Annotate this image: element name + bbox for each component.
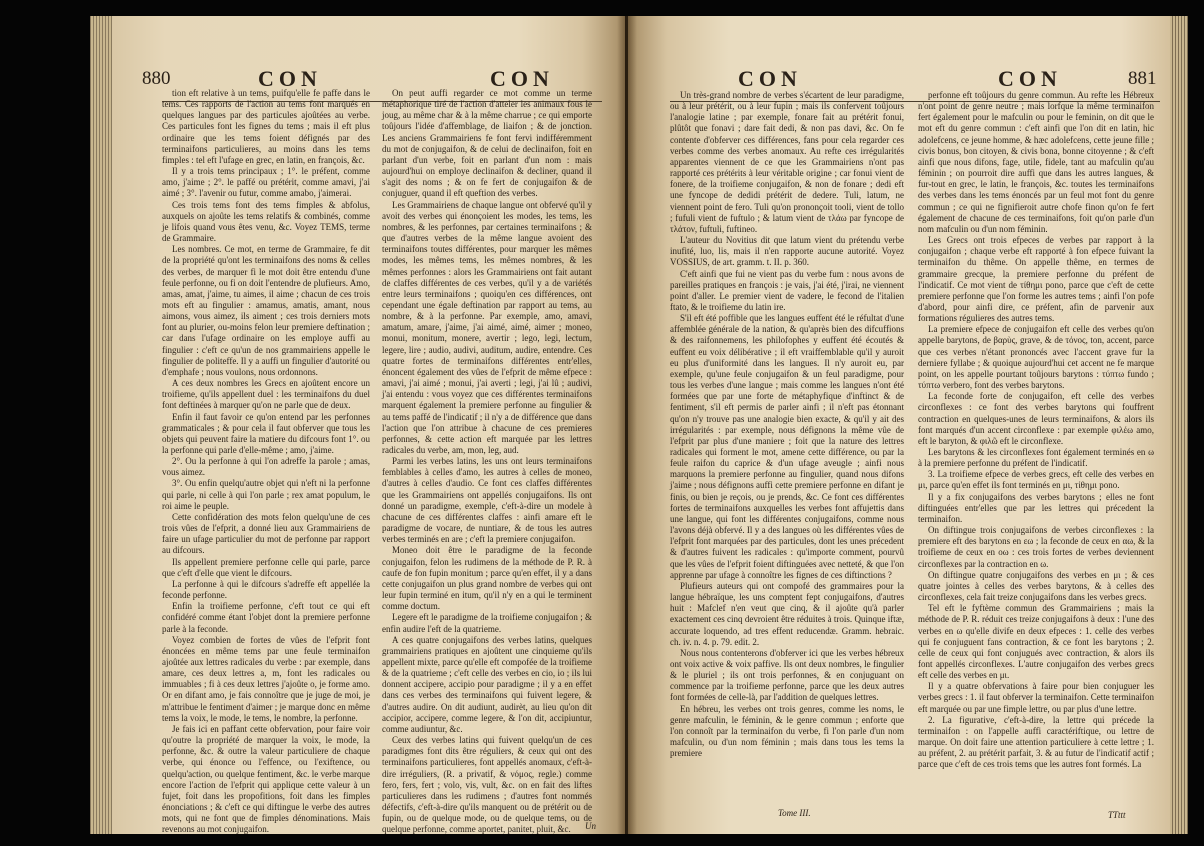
paragraph: Il y a fix conjugaifons des verbes barytons ; elles ne font diftinguées entr'elles que par les lettres qui précedent la terminaifon.	[918, 491, 1154, 524]
paragraph: 3. La troifieme efpece de verbes grecs, eft celle des verbes en μι, parce qu'en effet ils font terminés en μι, τίθημι pono.	[918, 469, 1154, 491]
right-column-1	[670, 90, 904, 798]
paragraph: Ils appellent premiere perfonne celle qui parle, parce que c'eft d'elle que vient le difcours.	[162, 556, 370, 578]
paragraph: Nous nous contenterons d'obferver ici que les verbes hébreux ont voix active & voix paffive. Ils ont deux nombres, le fingulier & le pluriel ; ils ont trois perfonnes, & en conjuguant on commence par la troifieme perfonne, parce que les deux autres font formées de celle-là, par l'addition de quelques lettres.	[670, 647, 904, 703]
paragraph: S'il eft été poffible que les langues euffent été le réfultat d'une affemblée générale de la nation, & qu'après bien des difcuffions & des raifonnemens, les philofophes y euffent été écoutés & euffent eu voix délibérative ; il eft vraiffemblable qu'il y auroit eu plus d'uniformité dans les langues. Il n'y auroit eu, par exemple, qu'une feule conjugaifon & un feul paradigme, pour tous les verbes d'une langue ; mais comme les langues n'ont été formées que par une forte de métaphyfique d'inftinct & de fentiment, s'il eft permis de parler ainfi ; il n'eft pas étonnant qu'on n'y trouve pas une analogie bien exacte, & qu'il y ait des irrégularités : par exemple, nous défignons la même vûe de l'efprit par plus d'une maniere ; foit que la nature des lettres radicales qui forment le mot, amene cette différence, ou par la feule raifon du caprice & d'un ufage aveugle ; ainfi nous marquons la premiere perfonne au fingulier, quand nous difons j'aime ; nous défignons auffi cette premiere perfonne en difant je finis, ou bien je reçois, ou je prends, &c. Ce font ces différentes fortes de terminaifons auxquelles les verbes font affujettis dans une langue, qui font les différentes conjugaifons, comme nous l'avons déjà obfervé. Il y a des langues où les différentes vûes de l'efprit font marquées par des particules, dont les unes précedent & d'autres fuivent les radicales : qu'importe comment, pourvû que les vûes de l'efprit foient diftinguées avec netteté, & que l'on apprenne par ufage à connoître les fignes de ces diftinctions ?	[670, 313, 904, 580]
paragraph: On diftingue trois conjugaifons de verbes circonflexes : la premiere eft des barytons en εω ; la feconde de ceux en αω, & la troifieme de ceux en οω : ces trois fortes de verbes deviennent circonflexes par la contraction en ω.	[918, 525, 1154, 569]
paragraph: Moneo doit être le paradigme de la feconde conjugaifon, felon les rudimens de la méthode de P. R. à caufe de fon fupin monitum ; parce qu'en effet, il y a dans cette conjugaifon un plus grand nombre de verbes qui ont leur fupin terminé en itum, qu'il n'y en a qui le terminent comme doctum.	[382, 545, 592, 612]
paragraph: Il y a quatre obfervations à faire pour bien conjuguer les verbes grecs : 1. il faut obferver la terminaifon. Cette terminaifon eft marquée ou par une fimple lettre, ou par plus d'une lettre.	[918, 681, 1154, 714]
paragraph: L'auteur du Novitius dit que latum vient du prétendu verbe inufité, luo, lis, mais il n'en rapporte aucune autorité. Voyez VOSSIUS, de art. gramm. t. II. p. 360.	[670, 235, 904, 268]
paragraph: Legere eft le paradigme de la troifieme conjugaifon ; & enfin audire l'eft de la quatrieme.	[382, 612, 592, 634]
running-head-right-1: CON	[738, 66, 802, 91]
paragraph: Les barytons & les circonflexes font également terminés en ω à la premiere perfonne du préfent de l'indicatif.	[918, 447, 1154, 469]
paragraph: Un très-grand nombre de verbes s'écartent de leur paradigme, ou à leur prétérit, ou à leur fupin ; mais ils confervent toûjours l'analogie latine ; par exemple, fonare fait au prétérit fonui, plûtôt que fonavi ; dare fait dedi, & non pas davi, &c. On fe contente d'obferver ces différences, fans pour cela regarder ces verbes comme des verbes anomaux. Au refte ces irrégularités apparentes viennent de ce que les Grammairiens n'ont pas rapporté ces prétérits à leur véritable origine ; car fonui vient de fonere, de la troifieme conjugaifon, & non de fonare ; dedi eft une fyncope de dedidi prétérit de dedere. Tuli, latum, ne viennent point de fero. Tuli qu'on prononçoit tooli, vient de tollo ; fufuli vient de fuftulo ; & latum vient de τλάω par fyncope de τλάτον, fuftuli, fuftineo.	[670, 90, 904, 234]
paragraph: C'eft ainfi que fui ne vient pas du verbe fum : nous avons de pareilles pratiques en françois : je vais, j'ai été, j'irai, ne viennent point d'aller. Le premier vient de vadere, le fecond de l'italien ftato, & le troifieme du latin ire.	[670, 268, 904, 312]
paragraph: A ces quatre conjugaifons des verbes latins, quelques grammairiens pratiques en ajoûtent une cinquieme qu'ils appellent mixte, parce qu'elle eft compofée de la troifieme & de la quatrieme ; c'eft celle des verbes en cio, io ; ils lui donnent accipere, accipio pour paradigme ; il y a en effet dans ces verbes des terminaifons qui fuivent legere, & d'autres audire. On dit audiunt, audirèt, au lieu qu'on dit accipior, accipere, comme legere, & l'on dit, accipiuntur, comme audiuntur, &c.	[382, 634, 592, 734]
paragraph: Cette confidération des mots felon quelqu'une de ces trois vûes de l'efprit, a donné lieu aux Grammairiens de faire un ufage particulier du mot de perfonne par rapport au difcours.	[162, 511, 370, 556]
paragraph: tion eft relative à un tems, puifqu'elle fe paffe dans le tems. Ces rapports de l'action au tems font marqués en quelques langues par des particules ajoûtées au verbe. Ces particules font les fignes du tems ; mais il eft plus ordinaire que les tems foient défignés par des terminaifons particulieres, au moins dans les tems fimples : tel eft l'ufage en grec, en latin, en françois, &c.	[162, 88, 370, 165]
paragraph: Tel eft le fyftème commun des Grammairiens ; mais la méthode de P. R. réduit ces treize conjugaifons à deux : l'une des verbes en ω qu'elle divife en deux efpeces : 1. celle des verbes qui fe conjuguent fans contraction, & ce font les barytons ; 2. celle de ceux qui font conjugués avec contraction, & alors ils font appellés circonflexes. L'autre conjugaifon des verbes grecs eft celle des verbes en μι.	[918, 603, 1154, 681]
page-edge-right	[1170, 16, 1188, 834]
paragraph: Enfin la troifieme perfonne, c'eft tout ce qui eft confidéré comme étant l'objet dont la premiere perfonne parle à la feconde.	[162, 601, 370, 634]
paragraph: Les Grammairiens de chaque langue ont obfervé qu'il y avoit des verbes qui énonçoient les modes, les tems, les nombres, & les perfonnes, par certaines terminaifons ; & que d'autres verbes de la même langue avoient des terminaifons toutes différentes, pour marquer les mêmes modes, les mêmes tems, les mêmes nombres, & les mêmes perfonnes : alors les Grammairiens ont fait autant de claffes différentes de ces verbes, qu'il y a de variétés entre leurs terminaifons ; quoiqu'en ces différences, ont cependant une égale deftination par rapport au tems, au nombre, & à la perfonne. Par exemple, amo, amavi, amatum, amare, j'aime, j'ai aimé, aimé, aimer ; moneo, monui, monitum, monere, avertir ; lego, legi, lectum, legere, lire ; audio, audivi, auditum, audire, entendre. Ces quatre fortes de terminaifons différentes entr'elles, énoncent également des vûes de l'efprit de même efpece : amavi, j'ai aimé ; monui, j'ai averti ; legi, j'ai lû ; audivi, j'ai entendu : vous voyez que ces différentes terminaifons marquent également la premiere perfonne au fingulier & au tems paffé de l'indicatif ; il n'y a de différence que dans l'action que l'on attribue à chacune de ces premieres perfonnes, & cette action eft marquée par les lettres radicales du verbe, am, mon, leg, aud.	[382, 199, 592, 455]
paragraph: La premiere efpece de conjugaifon eft celle des verbes qu'on appelle barytons, de βαρὺς, grave, & de τόνος, ton, accent, parce que ces verbes n'étant prononcés avec l'accent grave fur la derniere fyllabe ; & quoique aujourd'hui cet accent ne fe marque point, on les appelle pourtant toûjours barytons : τύπτω fundo ; τύπτω verbero, font des verbes barytons.	[918, 324, 1154, 391]
running-head-right-2: CON	[998, 66, 1062, 91]
page-number-right: 881	[1128, 68, 1157, 89]
paragraph: 3°. Ou enfin quelqu'autre objet qui n'eft ni la perfonne qui parle, ni celle à qui l'on parle ; rex amat populum, le roi aime le peuple.	[162, 478, 370, 511]
volume-signature: Tome III.	[778, 808, 811, 818]
paragraph: perfonne eft toûjours du genre commun. Au refte les Hébreux n'ont point de genre neutre ; mais lorfque la même terminaifon fert également pour le mafculin ou pour le feminin, on dit que le mot eft du genre commun : c'eft ainfi que l'on dit en latin, hic adolefcens, ce jeune homme, & hæc adolefcens, cette jeune fille ; civis bonus, bon citoyen, & civis bona, bonne citoyenne ; & c'eft ainfi que nous difons, fage, utile, fidele, tant au mafculin qu'au féminin ; on pourroit dire auffi que dans les autres langues, & fur-tout en grec, le latin, le françois, &c. toutes les terminaifons des verbes dans les tems énoncés par un feul mot font du genre commun ; ce qui ne fignifieroit autre chofe finon qu'on fe fert également de chacune de ces terminaifons, foit qu'on parle d'un nom mafculin ou d'un nom féminin.	[918, 90, 1154, 234]
running-head-left-1: CON	[258, 66, 322, 91]
open-book	[90, 16, 1188, 834]
paragraph: A ces deux nombres les Grecs en ajoûtent encore un troifieme, qu'ils appellent duel : les terminaifons du duel font deftinées à marquer qu'on ne parle que de deux.	[162, 378, 370, 411]
paragraph: La perfonne à qui le difcours s'adreffe eft appellée la feconde perfonne.	[162, 578, 370, 601]
paragraph: Ceux des verbes latins qui fuivent quelqu'un de ces paradigmes font dits être réguliers, & ceux qui ont des terminaifons particulieres, font appellés anomaux, c'eft-à-dire irréguliers, (R. a privatif, & νόμος, regle.) comme fero, fers, fert ; volo, vis, vult, &c. on en fait des liftes particulieres dans les rudimens ; d'autres font nommés défectifs, c'eft-à-dire qu'ils manquent ou de prétérit ou de fupin, ou de quelque mode, ou de quelque tems, ou de quelque perfonne, comme aportet, panitet, pluit, &c.	[382, 735, 592, 835]
right-page	[628, 16, 1188, 834]
paragraph: La feconde forte de conjugaifon, eft celle des verbes circonflexes : ce font des verbes barytons qui fouffrent contraction en quelques-unes de leurs terminaifons, & alors ils font marqués d'un accent circonflexe : par exemple φιλέω amo, eft le baryton, & φιλῶ eft le circonflexe.	[918, 391, 1154, 446]
paragraph: Je fais ici en paffant cette obfervation, pour faire voir qu'outre la propriété de marquer la voix, le mode, la perfonne, &c. & outre la valeur particuliere de chaque verbe, qui énonce ou l'effence, ou l'exiftence, ou quelqu'action, ou quelque fentiment, &c. le verbe marque encore l'action de l'efprit qui applique cette valeur à un fujet, foit dans les propofitions, foit dans les fimples énonciations ; & c'eft ce qui diftingue le verbe des autres mots, qui ne font que de fimples dénominations. Mais revenons au mot conjugaifon.	[162, 723, 370, 835]
paragraph: On diftingue quatre conjugaifons des verbes en μι ; & ces quatre jointes à celles des verbes barytons, & à celles des circonflexes, cela fait treize conjugaifons dans les verbes grecs.	[918, 569, 1154, 603]
paragraph: Voyez combien de fortes de vûes de l'efprit font énoncées en même tems par une feule terminaifon ajoûtée aux lettres radicales du verbe : par exemple, dans amare, ces deux lettres a, m, font les radicales ou immuables ; fi à ces deux lettres j'ajoûte o, je forme amo. Or en difant amo, je fais connoître que je juge de moi, je m'attribue le fentiment d'aimer ; je marque donc en même tems la voix, le mode, le tems, le nombre, la perfonne.	[162, 634, 370, 723]
paragraph: Plufieurs auteurs qui ont compofé des grammaires pour la langue hébraïque, les uns comptent fept conjugaifons, d'autres huit : Mafclef n'en veut que cinq, & il ajoûte qu'à parler exactement ces cinq devroient être réduites à trois. Quinque iftæ, accurate loquendo, ad tres effent reducendæ. Gramm. hebraic. ch. iv. n. 4. p. 79. edit. 2.	[670, 580, 904, 647]
page-number-left: 880	[142, 68, 171, 89]
page-edge-left	[90, 16, 112, 834]
paragraph: 2. La figurative, c'eft-à-dire, la lettre qui précede la terminaifon : on l'appelle auffi caractériftique, ou lettre de marque. On doit faire une attention particuliere à cette lettre ; 1. au préfent, 2. au prétérit parfait, 3. & au futur de l'indicatif actif ; parce que c'eft de ces trois tems que les autres font formés. La	[918, 714, 1154, 770]
paragraph: Les Grecs ont trois efpeces de verbes par rapport à la conjugaifon ; chaque verbe eft rapporté à fon efpece fuivant la terminaifon du thême. On appelle thême, en termes de grammaire grecque, la premiere perfonne du préfent de l'indicatif. Ce mot vient de τίθημι pono, parce que c'eft de cette premiere perfonne que l'on forme les autres tems ; ainfi l'on pofe d'abord, pour ainfi dire, ce préfent, afin de parvenir aux formations régulieres des autres tems.	[918, 235, 1154, 324]
catchword-right: TTttt	[1108, 810, 1126, 820]
paragraph: Il y a trois tems principaux ; 1°. le préfent, comme amo, j'aime ; 2°. le paffé ou prétérit, comme amavi, j'ai aimé ; 3°. l'avenir ou futur, comme amabo, j'aimerai.	[162, 166, 370, 199]
right-column-2	[918, 90, 1154, 802]
paragraph: Parmi les verbes latins, les uns ont leurs terminaifons femblables à celles d'amo, les autres à celles de moneo, d'autres à celles d'audio. Ce font ces claffes différentes que les Grammairiens ont appellés conjugaifons. Ils ont donné un paradigme, exemple, c'eft-à-dire un modele à chacune de ces différentes claffes : ainfi amare eft le paradigme de vocare, de nuntiare, & de tous les autres verbes terminés en are ; c'eft la premiere conjugaifon.	[382, 456, 592, 545]
paragraph: 2°. Ou la perfonne à qui l'on adreffe la parole ; amas, vous aimez.	[162, 456, 370, 478]
left-column-2	[382, 88, 592, 835]
running-head-left-2: CON	[490, 66, 554, 91]
paragraph: En hébreu, les verbes ont trois genres, comme les noms, le genre mafculin, le féminin, & le genre commun ; enforte que l'on connoît par la terminaifon du verbe, fi l'on parle d'un nom mafculin, ou d'un nom féminin ; mais dans tous les tems la premiere	[670, 703, 904, 759]
paragraph: On peut auffi regarder ce mot comme un terme métaphorique tiré de l'action d'atteler les animaux fous le joug, au même char & à la même charrue ; ce qui emporte toûjours l'idée d'affemblage, de liaifon ; & de jonction. Les anciens Grammairiens fe font fervi indifféremment du mot de conjugaifon, & de celui de declinaifon, foit en parlant d'un verbe, foit en parlant d'un nom : mais aujourd'hui on employe declinaifon & decliner, quand il s'agit des noms ; & on fe fert de conjugaifon & de conjuguer, quand il eft queftion des verbes.	[382, 88, 592, 199]
paragraph: Les nombres. Ce mot, en terme de Grammaire, fe dit de la propriété qu'ont les terminaifons des noms & celles des verbes, de marquer fi le mot doit être entendu d'une feule perfonne, ou fi on doit l'entendre de plufieurs. Amo, amas, amat, j'aime, tu aimes, il aime ; chacun de ces trois mots eft au fingulier : amamus, amatis, amant, nous aimons, vous aimez, ils aiment ; ces trois derniers mots font au plurier, ou-moins felon leur premiere deftination ; car dans l'ufage ordinaire on les employe auffi au fingulier : c'eft ce qu'un de nos grammairiens appelle le fingulier de politeffe. Il y a auffi un fingulier d'autorité ou d'emphafe ; nous voulons, nous ordonnons.	[162, 244, 370, 377]
catchword-left: Un	[585, 821, 596, 831]
paragraph: Ces trois tems font des tems fimples & abfolus, auxquels on ajoûte les tems relatifs & combinés, comme je lifois quand vous êtes venu, &c. Voyez TEMS, terme de Grammaire.	[162, 199, 370, 244]
left-page	[90, 16, 625, 834]
paragraph: Enfin il faut favoir ce qu'on entend par les perfonnes grammaticales ; & pour cela il faut obferver que tous les objets qui peuvent faire la matiere du difcours font 1°. ou la perfonne qui parle d'elle-même ; amo, j'aime.	[162, 411, 370, 455]
left-column-1	[162, 88, 370, 835]
book-gutter	[617, 16, 637, 834]
